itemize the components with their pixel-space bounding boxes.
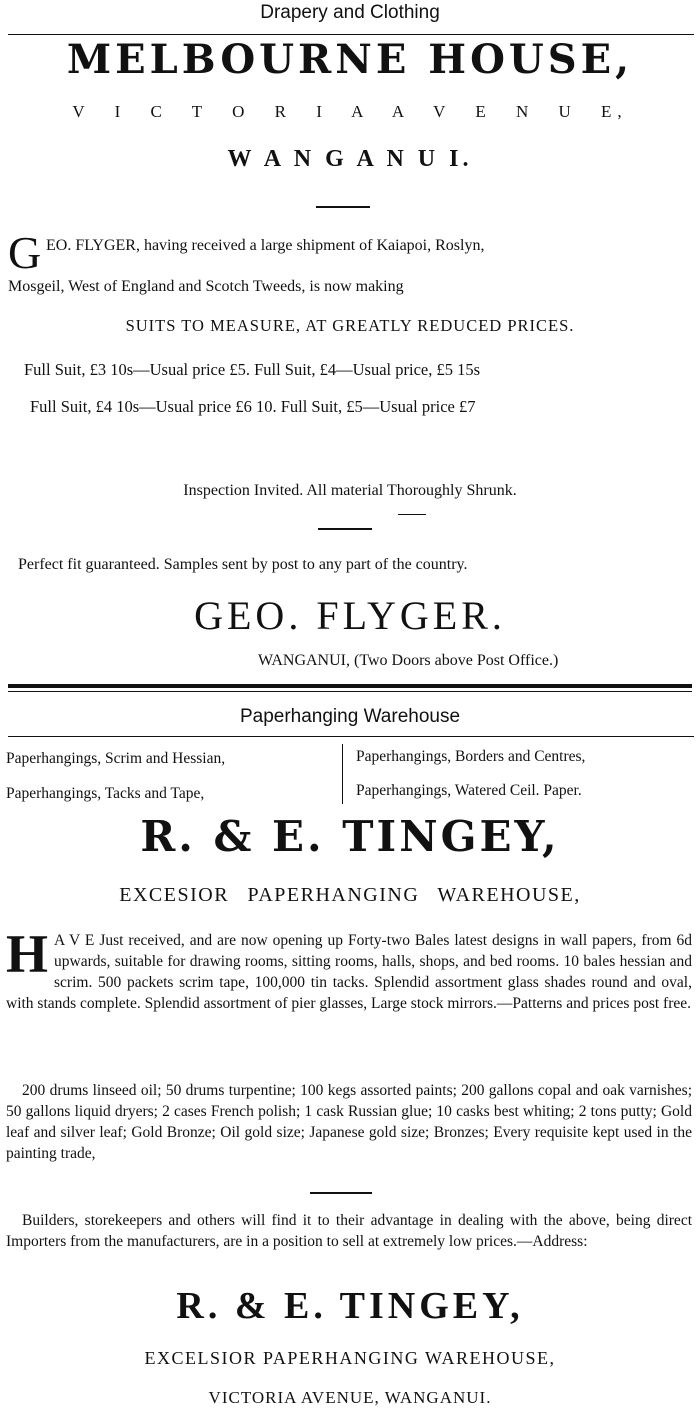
ad2-top-rule bbox=[8, 736, 694, 737]
ad1-street: V I C T O R I A A V E N U E, bbox=[72, 102, 628, 121]
ad2-divider bbox=[310, 1192, 372, 1194]
ad1-price-line1: Full Suit, £3 10s—Usual price £5. Full Suit, £4—Usual price, £5 15s bbox=[24, 360, 481, 379]
ad1-ornament bbox=[398, 514, 426, 515]
ad2-paragraph-3: Builders, storekeepers and others will find it to their advantage in dealing with the above, being direct Importers from the manufacturers, are in a position to sell at extremely low prices.—Address: bbox=[6, 1212, 692, 1250]
ad2-paragraph-2: 200 drums linseed oil; 50 drums turpentine; 100 kegs assorted paints; 200 gallons copal and oak varnishes; 50 gallons liquid dryers; 2 cases French polish; 1 cask Russian glue; 10 casks best whiting; 2 tons putty; Gold leaf and silver leaf; Gold Bronze; Oil gold size; Japanese gold size; Bronzes; Every requisite kept used in the painting trade, bbox=[6, 1082, 692, 1162]
ad1-price-line2: Full Suit, £4 10s—Usual price £6 10. Full Suit, £5—Usual price £7 bbox=[30, 397, 476, 416]
ad1-intro-line2: Mosgeil, West of England and Scotch Tweeds, is now making bbox=[8, 278, 404, 295]
ad2-para1-text: A V E Just received, and are now opening up Forty-two Bales latest designs in wall papers, from 6d upwards, suitable for drawing rooms, sitting rooms, halls, shops, and bed rooms. 10 bales hessian and scrim. 500 packets scrim tape, 100,000 tin tacks. Splendid assortment glass shades round and oval, with stands complete. Splendid assortment of pier glasses, Large stock mirrors.—Patterns and prices post free. bbox=[6, 932, 692, 1012]
ad2-category-heading: Paperhanging Warehouse bbox=[239, 706, 461, 727]
ad1-inspection: Inspection Invited. All material Thoroughly Shrunk. bbox=[183, 482, 517, 499]
ad1-intro-line1: EO. FLYGER, having received a large shipment of Kaiapoi, Roslyn, bbox=[46, 237, 485, 254]
ad-separator-thin bbox=[8, 691, 692, 692]
ad2-paragraph-1 bbox=[6, 924, 692, 1014]
ad1-signature: GEO. FLYGER. bbox=[194, 593, 506, 638]
ad1-divider-1 bbox=[316, 206, 370, 208]
ad1-town: W A N G A N U I. bbox=[227, 146, 473, 172]
ad1-divider-2 bbox=[318, 528, 372, 530]
ad2-para1-dropcap: H bbox=[6, 924, 49, 984]
ad2-firm-name: R. & E. TINGEY, bbox=[140, 812, 560, 861]
ad2-column-divider bbox=[342, 744, 343, 804]
ad2-sig-address: VICTORIA AVENUE, WANGANUI. bbox=[208, 1388, 492, 1407]
ad1-intro-dropcap: G bbox=[8, 227, 42, 278]
ad2-sig-name: R. & E. TINGEY, bbox=[176, 1285, 524, 1327]
ad2-right-col-item: Paperhangings, Watered Ceil. Paper. bbox=[356, 782, 582, 799]
ad1-shop-name: MELBOURNE HOUSE, bbox=[66, 36, 634, 83]
ad1-category-heading: Drapery and Clothing bbox=[260, 2, 440, 23]
ad2-sig-warehouse: EXCELSIOR PAPERHANGING WAREHOUSE, bbox=[144, 1348, 556, 1368]
ad2-warehouse: EXCESIOR PAPERHANGING WAREHOUSE, bbox=[119, 884, 581, 906]
ad2-right-col-item: Paperhangings, Borders and Centres, bbox=[356, 748, 586, 765]
ad2-left-col-item: Paperhangings, Tacks and Tape, bbox=[6, 785, 205, 802]
ad1-guarantee: Perfect fit guaranteed. Samples sent by post to any part of the country. bbox=[18, 556, 468, 573]
ad1-address: WANGANUI, (Two Doors above Post Office.) bbox=[258, 652, 559, 669]
ad2-left-col-item: Paperhangings, Scrim and Hessian, bbox=[6, 750, 226, 767]
ad1-headline: SUITS TO MEASURE, AT GREATLY REDUCED PRICES. bbox=[125, 316, 575, 335]
ad-separator-thick bbox=[8, 684, 692, 688]
ad1-top-rule bbox=[8, 34, 694, 35]
